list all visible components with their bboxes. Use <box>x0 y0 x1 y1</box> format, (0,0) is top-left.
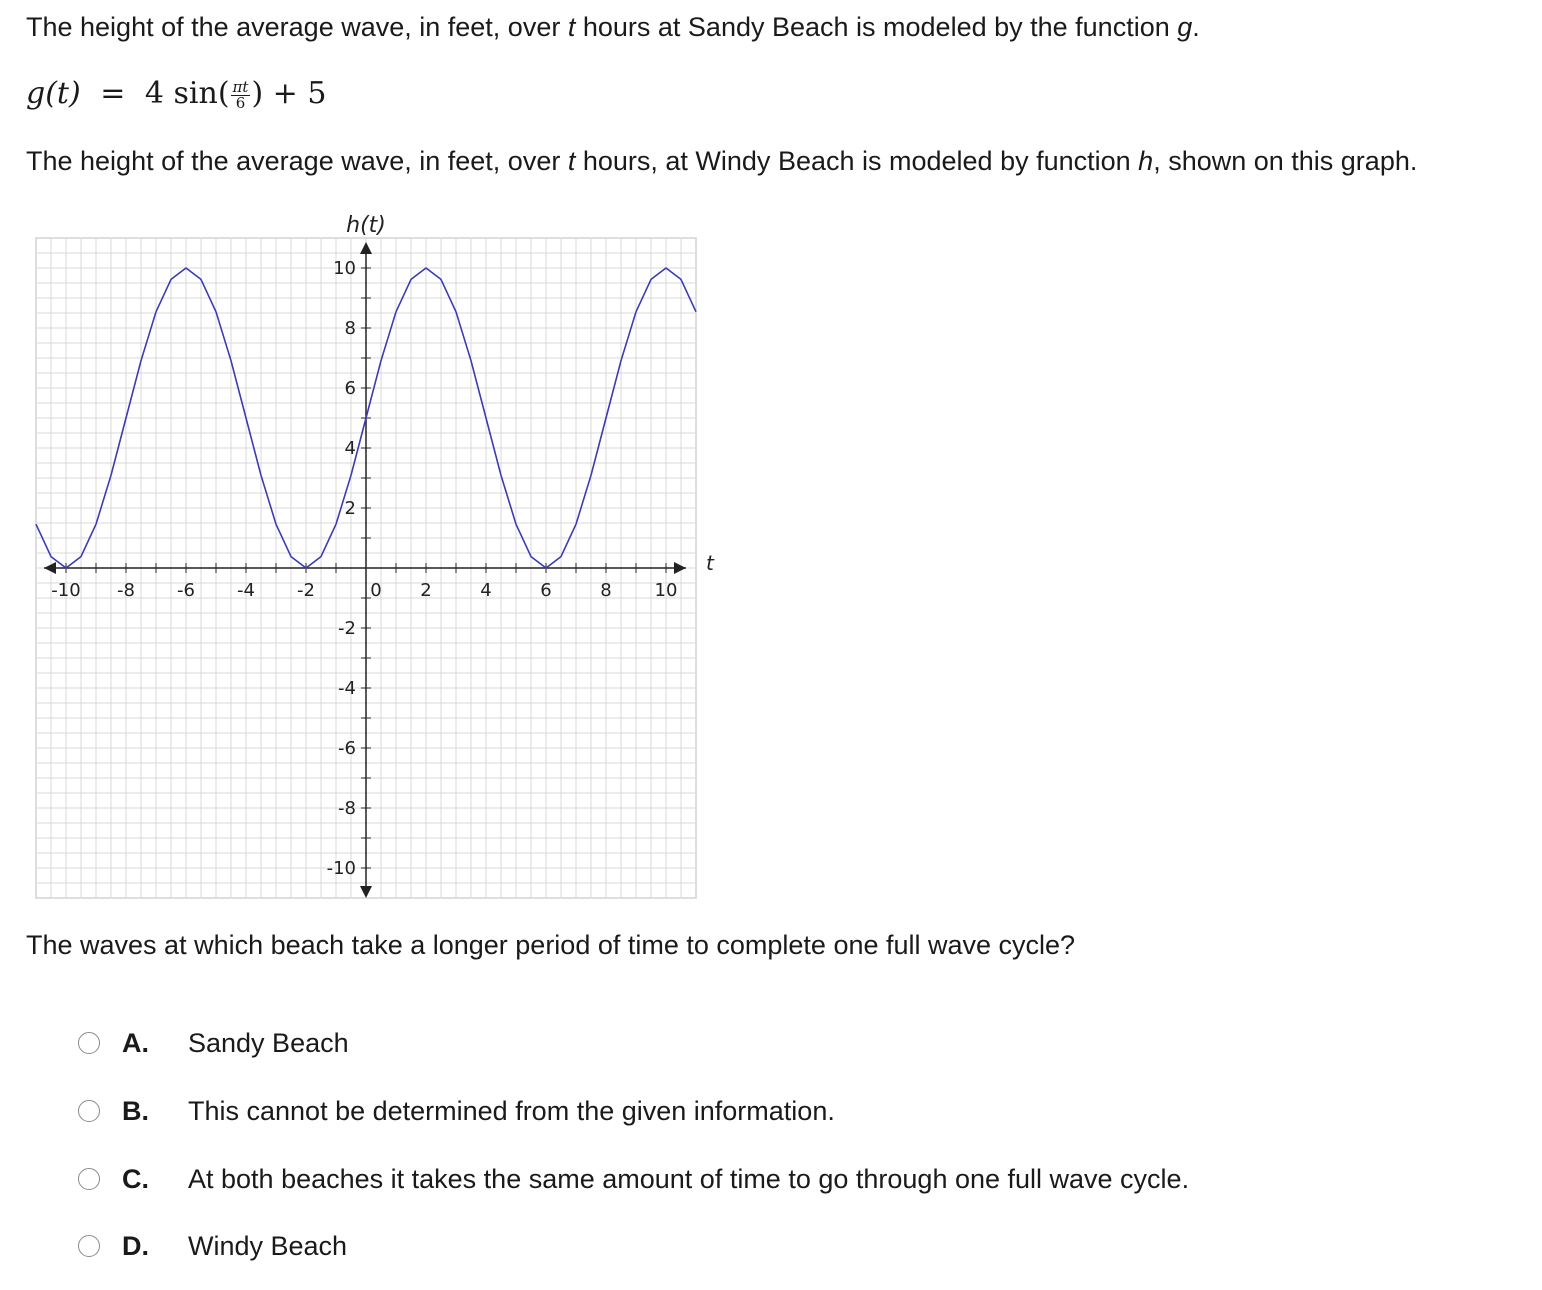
y-tick-label: 6 <box>344 378 356 399</box>
choice-b-radio[interactable] <box>78 1100 100 1122</box>
x-tick-label: -6 <box>177 580 195 601</box>
x-tick-label: -10 <box>51 580 81 601</box>
choice-c-letter: C. <box>122 1163 149 1194</box>
y-tick-label: -10 <box>326 858 356 879</box>
choice-c-text: At both beaches it takes the same amount of time to go through one full wave cycle. <box>188 1163 1190 1194</box>
y-tick-label: 10 <box>333 258 356 279</box>
x-tick-label: -2 <box>297 580 315 601</box>
y-tick-label: -2 <box>338 618 356 639</box>
y-tick-label: -6 <box>338 738 356 759</box>
choice-a-letter: A. <box>122 1027 149 1058</box>
choice-c[interactable] <box>78 1162 1190 1196</box>
intro-text: The height of the average wave, in feet, over t hours at Sandy Beach is modeled by the function g. <box>26 12 1200 42</box>
x-tick-label: 2 <box>420 580 432 601</box>
choice-b-letter: B. <box>122 1095 149 1126</box>
y-axis-label: h(t) <box>346 213 386 238</box>
graph-description: The height of the average wave, in feet, over t hours, at Windy Beach is modeled by function h, shown on this graph. <box>26 146 1418 176</box>
y-tick-label: 4 <box>344 438 356 459</box>
x-tick-label: -4 <box>237 580 255 601</box>
choice-d-radio[interactable] <box>78 1235 100 1257</box>
choice-a[interactable] <box>78 1026 349 1060</box>
x-tick-label: 4 <box>480 580 492 601</box>
y-tick-label: 2 <box>344 498 356 519</box>
choice-d[interactable] <box>78 1229 348 1263</box>
choice-c-radio[interactable] <box>78 1168 100 1190</box>
choice-a-text: Sandy Beach <box>188 1027 349 1058</box>
x-axis-label: t <box>706 551 714 575</box>
x-tick-label: 6 <box>540 580 552 601</box>
sandy-beach-equation: g(t) = 4 sin( $\frac{\pi t}{6}$ ) + 5 <box>26 76 327 112</box>
choice-d-letter: D. <box>122 1230 149 1261</box>
y-tick-label: -4 <box>338 678 356 699</box>
choice-d-text: Windy Beach <box>188 1230 348 1261</box>
y-tick-label: -8 <box>338 798 356 819</box>
question-prompt: The waves at which beach take a longer period of time to complete one full wave cycle? <box>26 930 1076 960</box>
choice-b-text: This cannot be determined from the given information. <box>188 1095 835 1126</box>
choice-b[interactable] <box>78 1094 835 1128</box>
y-tick-label: 8 <box>344 318 356 339</box>
x-tick-label: 8 <box>600 580 612 601</box>
x-tick-label: 10 <box>654 580 678 601</box>
x-tick-label: -8 <box>117 580 135 601</box>
choice-a-radio[interactable] <box>78 1032 100 1054</box>
x-tick-label: 0 <box>370 580 382 601</box>
